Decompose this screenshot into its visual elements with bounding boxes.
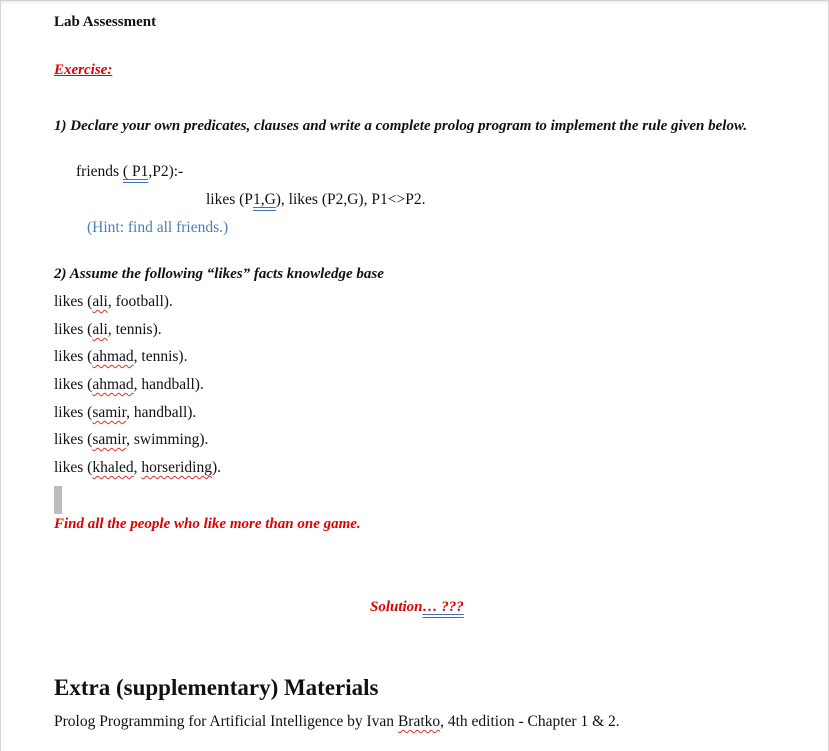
text-cursor-marker[interactable] [54, 486, 62, 514]
fact-pre: likes ( [54, 459, 93, 476]
hint-text: (Hint: find all friends.) [87, 219, 229, 236]
fact-line [54, 459, 221, 477]
rule-body-c: ), likes (P2,G), P1<>P2. [275, 191, 426, 208]
solution-dots: … ??? [422, 599, 464, 615]
fact-name: samir [92, 404, 127, 421]
fact-line [54, 321, 162, 339]
solution-prompt [370, 599, 464, 616]
rule-head-paren: ( P1 [122, 163, 149, 180]
ruler-edge [1, 0, 828, 5]
fact-name: khaled [92, 459, 134, 476]
fact-name-2: horseriding [141, 459, 212, 476]
find-task: Find all the people who like more than one game. [54, 516, 361, 532]
fact-pre: likes ( [54, 321, 93, 338]
rule-body [206, 191, 425, 209]
fact-line [54, 293, 173, 311]
fact-line [54, 431, 208, 449]
rule-body-a: likes (P [206, 191, 253, 208]
extra-materials-heading: Extra (supplementary) Materials [54, 675, 379, 700]
fact-pre: likes ( [54, 376, 93, 393]
fact-pre: likes ( [54, 404, 93, 421]
fact-post: ). [212, 459, 222, 476]
question-2: 2) Assume the following “likes” facts knowledge base [54, 266, 384, 282]
reference-pre: Prolog Programming for Artificial Intelligence by Ivan [54, 713, 398, 730]
fact-pre: likes ( [54, 293, 93, 310]
document-title: Lab Assessment [54, 14, 157, 30]
fact-line [54, 376, 204, 394]
rule-body-b: 1,G [252, 191, 276, 208]
fact-post: , tennis). [107, 321, 162, 338]
reference-author: Bratko [397, 713, 441, 730]
rule-head [76, 163, 183, 181]
exercise-heading: Exercise: [54, 62, 113, 78]
fact-name: ali [92, 321, 108, 338]
fact-pre: likes ( [54, 348, 93, 365]
rule-head-prefix: friends [76, 163, 123, 180]
fact-pre: likes ( [54, 431, 93, 448]
fact-post: , football). [107, 293, 173, 310]
reference-post: , 4th edition - Chapter 1 & 2. [440, 713, 620, 730]
fact-name: ali [92, 293, 108, 310]
reference-line [54, 713, 620, 731]
fact-post: , handball). [133, 376, 204, 393]
fact-post: , handball). [126, 404, 197, 421]
question-1: 1) Declare your own predicates, clauses and write a complete prolog program to implement the rule given below. [54, 118, 748, 134]
fact-post: , tennis). [133, 348, 188, 365]
rule-head-suffix: ,P2):- [148, 163, 184, 180]
fact-line [54, 348, 187, 366]
fact-name: samir [92, 431, 127, 448]
fact-name: ahmad [92, 348, 134, 365]
fact-post: , swimming). [126, 431, 209, 448]
fact-name: ahmad [92, 376, 134, 393]
fact-line [54, 404, 196, 422]
fact-mid: , [133, 459, 142, 476]
solution-label: Solution [370, 599, 423, 615]
